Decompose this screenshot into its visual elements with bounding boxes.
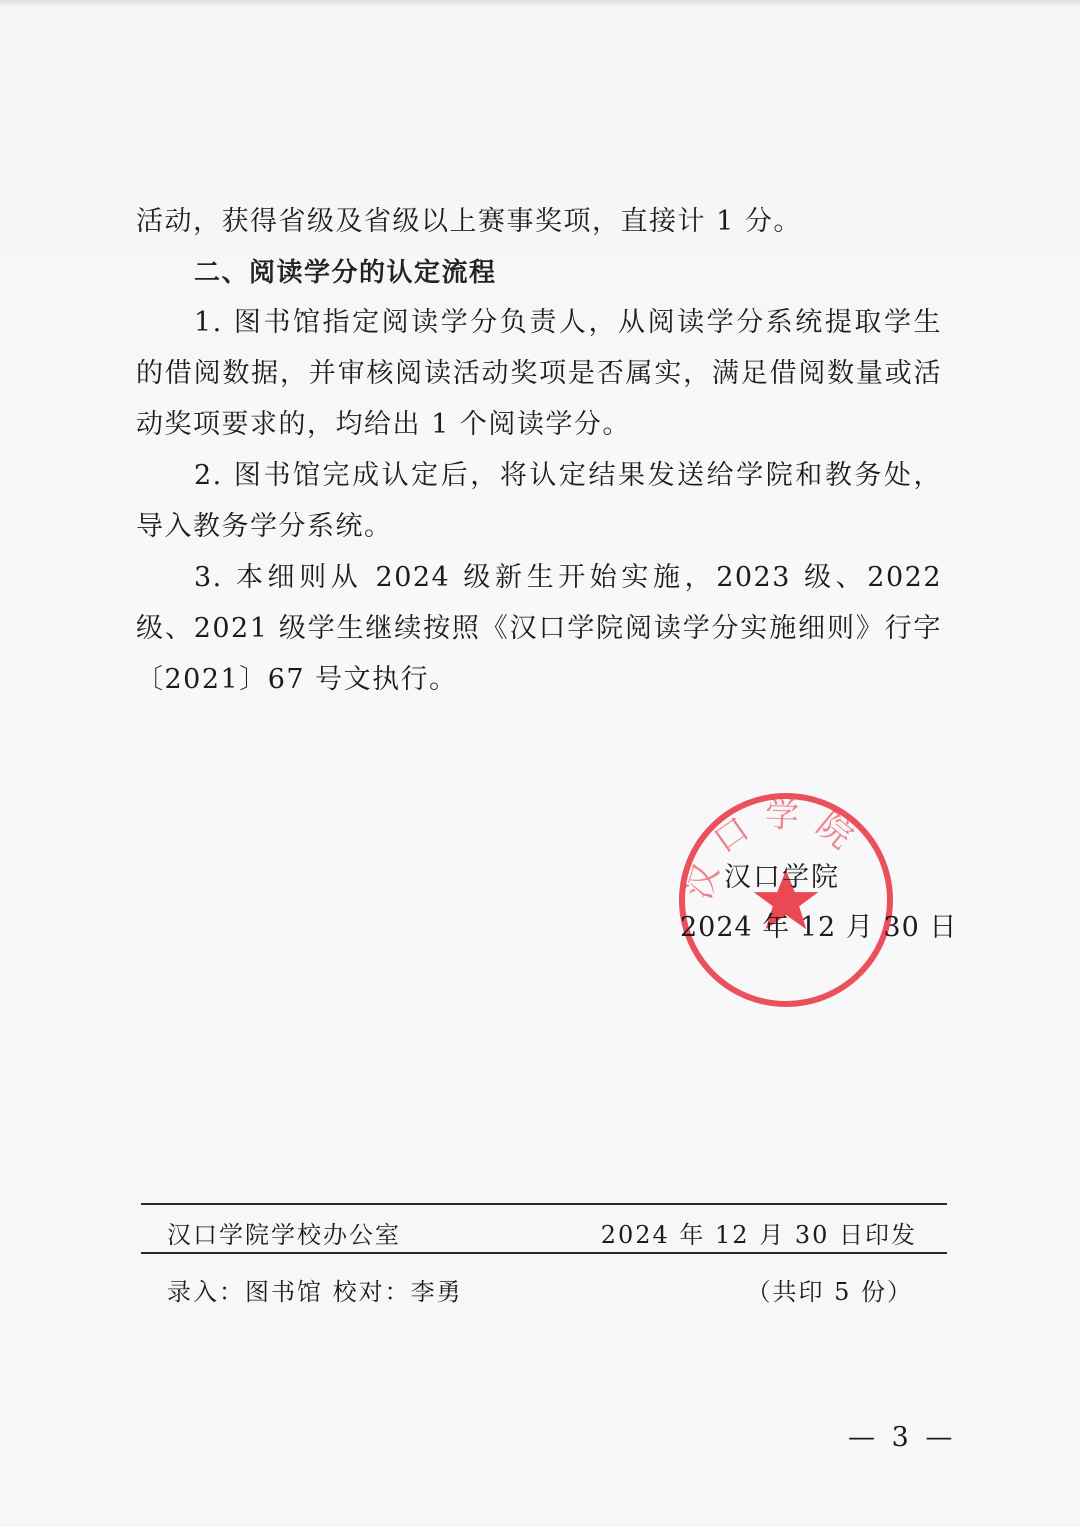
signature-date: 2024 年 12 月 30 日 [680,912,958,943]
svg-text:汉口学院: 汉口学院 [678,795,872,905]
paragraph-continuation: 活动，获得省级及省级以上赛事奖项，直接计 1 分。 [136,206,802,237]
section-heading: 二、阅读学分的认定流程 [194,258,497,288]
scan-top-edge [0,0,1080,6]
issuing-office: 汉口学院学校办公室 [167,1221,401,1249]
footer-top-rule [141,1203,947,1205]
official-seal [676,790,896,1010]
footer-bottom-rule [141,1252,947,1254]
copies-printed: （共印 5 份） [746,1278,913,1306]
paragraph-item-1: 1. 图书馆指定阅读学分负责人，从阅读学分系统提取学生的借阅数据，并审核阅读活动奖项是否属实，满足借阅数量或活动奖项要求的，均给出 1 个阅读学分。 [136,307,942,440]
page-number: — 3 — [848,1422,957,1453]
signature-organization: 汉口学院 [724,862,840,893]
issue-date: 2024 年 12 月 30 日印发 [600,1221,917,1249]
document-body [136,196,942,705]
paragraph-item-2: 2. 图书馆完成认定后，将认定结果发送给学院和教务处，导入教务学分系统。 [136,460,942,542]
paragraph-item-3: 3. 本细则从 2024 级新生开始实施，2023 级、2022 级、2021 级学生继续按照《汉口学院阅读学分实施细则》行字〔2021〕67 号文执行。 [136,562,942,695]
entry-proofreader: 录入：图书馆 校对：李勇 [167,1278,463,1306]
